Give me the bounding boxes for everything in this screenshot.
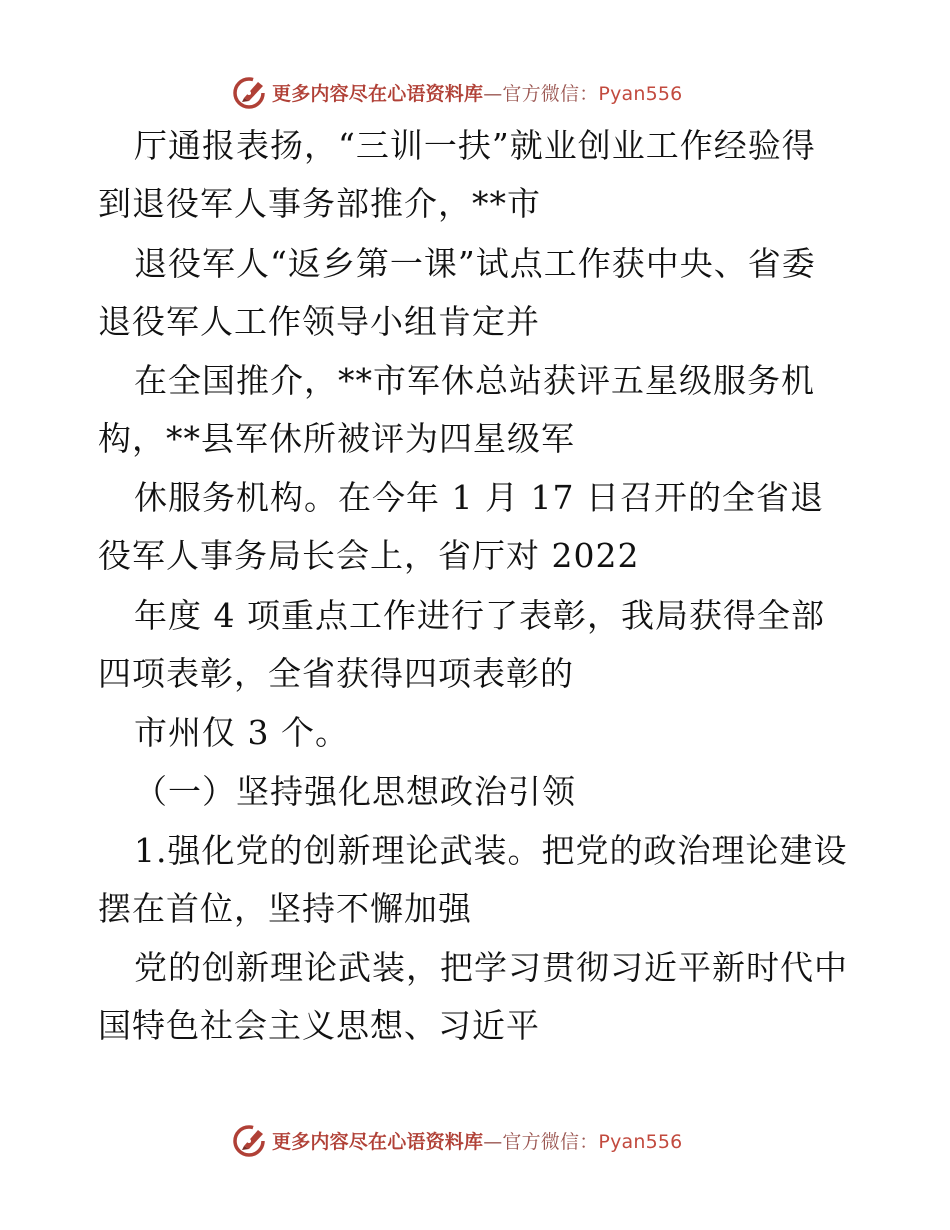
body-line: 党的创新理论武装，把学习贯彻习近平新时代中 xyxy=(134,948,848,987)
body-line: 退役军人工作领导小组肯定并 xyxy=(98,302,540,341)
pen-nib-logo-icon xyxy=(232,74,270,110)
header-banner-content xyxy=(232,72,682,112)
body-line: 在全国推介，**市军休总站获评五星级服务机 xyxy=(134,361,815,400)
body-line: 退役军人“返乡第一课”试点工作获中央、省委 xyxy=(134,244,816,283)
body-line: 市州仅 3 个。 xyxy=(134,713,349,752)
body-line: 年度 4 项重点工作进行了表彰，我局获得全部 xyxy=(134,596,825,635)
section-heading: （一）坚持强化思想政治引领 xyxy=(134,772,576,811)
footer-banner-text: 更多内容尽在心语资料库—官方微信：Pyan556 xyxy=(272,1130,683,1153)
body-line: 摆在首位，坚持不懈加强 xyxy=(98,889,472,928)
body-line: 役军人事务局长会上，省厅对 2022 xyxy=(98,536,640,575)
body-line: 构，**县军休所被评为四星级军 xyxy=(98,419,575,458)
body-line: 到退役军人事务部推介，**市 xyxy=(98,184,541,223)
pen-nib-logo-icon xyxy=(232,1122,270,1158)
body-line: 休服务机构。在今年 1 月 17 日召开的全省退 xyxy=(134,478,824,517)
body-line: 1.强化党的创新理论武装。把党的政治理论建设 xyxy=(134,831,848,870)
body-line: 四项表彰，全省获得四项表彰的 xyxy=(98,654,574,693)
header-banner-text: 更多内容尽在心语资料库—官方微信：Pyan556 xyxy=(272,82,683,105)
header-banner xyxy=(0,72,950,112)
footer-banner-content xyxy=(232,1120,682,1160)
footer-banner xyxy=(0,1120,950,1160)
body-line: 国特色社会主义思想、习近平 xyxy=(98,1006,540,1045)
body-line: 厅通报表扬，“三训一扶”就业创业工作经验得 xyxy=(134,126,816,165)
